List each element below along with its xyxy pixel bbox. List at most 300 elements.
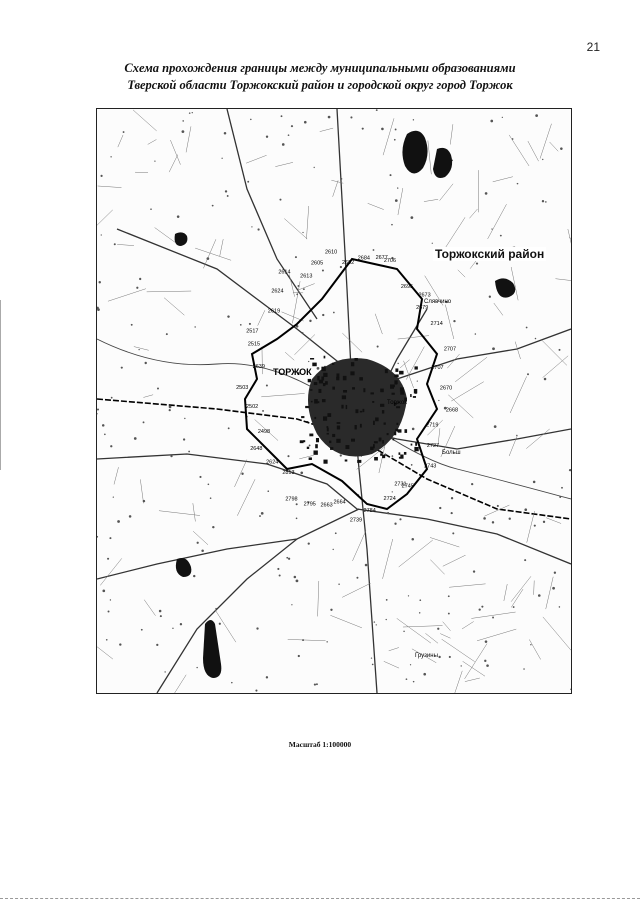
place-label: Торжок (387, 400, 407, 406)
place-label: Больш (442, 450, 461, 456)
boundary-point-label: 2727 (426, 443, 440, 449)
building (310, 389, 312, 391)
settlement-dot (241, 473, 243, 475)
settlement-dot (170, 455, 172, 457)
settlement-dot (279, 574, 281, 576)
settlement-dot (376, 109, 378, 111)
field-line (458, 270, 465, 277)
settlement-dot (250, 119, 252, 121)
settlement-dot (491, 228, 492, 229)
building (399, 371, 403, 375)
building (332, 387, 335, 390)
settlement-dot (123, 131, 125, 133)
boundary-point-label: 2502 (245, 404, 259, 411)
boundary-point-label: 2731 (394, 481, 407, 488)
boundary-point-label: 2679 (416, 305, 429, 312)
lake (495, 278, 515, 297)
settlement-dot (403, 631, 404, 632)
settlement-dot (110, 445, 112, 447)
building (414, 389, 417, 393)
settlement-dot (412, 428, 415, 431)
settlement-dot (545, 201, 547, 203)
settlement-dot (410, 216, 413, 219)
field-line (169, 155, 178, 173)
settlement-dot (259, 515, 261, 517)
road (227, 109, 317, 319)
boundary-point-label: 2684 (357, 255, 370, 262)
settlement-dot (475, 333, 477, 335)
settlement-dot (395, 129, 397, 131)
boundary-point-label: 2624 (271, 288, 284, 295)
settlement-dot (129, 515, 132, 518)
field-line (389, 648, 399, 651)
field-line (515, 342, 520, 359)
building (382, 410, 384, 413)
boundary-point-label: 2798 (285, 496, 298, 503)
settlement-dot (479, 608, 481, 610)
settlement-dot (451, 512, 453, 514)
settlement-dot (350, 116, 352, 118)
settlement-dot (107, 558, 109, 560)
settlement-dot (212, 526, 214, 528)
settlement-dot (282, 143, 285, 146)
building (360, 411, 362, 413)
settlement-dot (538, 594, 541, 597)
settlement-dot (309, 445, 311, 447)
district-label: Торжокский район (435, 247, 545, 261)
field-line (543, 356, 568, 378)
building (319, 380, 323, 384)
boundary-point-label: 2719 (426, 422, 439, 429)
settlement-dot (533, 481, 536, 484)
boundary-point-label: 2673 (418, 292, 431, 299)
settlement-dot (570, 689, 571, 691)
settlement-dot (114, 243, 116, 245)
settlement-dot (397, 187, 398, 188)
settlement-dot (219, 623, 221, 625)
settlement-dot (362, 128, 364, 130)
boundary-point-label: 2745 (401, 483, 414, 490)
field-line (134, 347, 149, 351)
settlement-dot (394, 523, 396, 525)
settlement-dot (543, 521, 545, 523)
field-line (509, 135, 529, 166)
settlement-dot (451, 497, 453, 499)
boundary-point-label: 2714 (430, 320, 443, 327)
settlement-dot (453, 320, 455, 322)
settlement-dot (569, 469, 571, 471)
settlement-dot (207, 257, 210, 260)
building (395, 381, 397, 384)
settlement-dot (295, 256, 297, 258)
building (350, 371, 354, 375)
settlement-dot (298, 285, 300, 287)
building (394, 374, 398, 377)
field-line (534, 581, 535, 595)
field-line (449, 584, 485, 587)
settlement-dot (486, 664, 489, 667)
boundary-point-label: 2739 (349, 517, 363, 524)
settlement-dot (255, 690, 257, 692)
building (343, 390, 347, 393)
settlement-dot (308, 361, 309, 362)
boundary-point-label: 2503 (236, 385, 249, 392)
settlement-dot (296, 518, 298, 520)
field-line (450, 124, 453, 144)
field-line (568, 229, 571, 261)
settlement-dot (394, 139, 396, 141)
building (352, 387, 355, 389)
settlement-dot (328, 116, 331, 119)
settlement-dot (189, 112, 191, 114)
settlement-dot (517, 183, 519, 185)
building (324, 356, 326, 359)
field-line (542, 341, 567, 366)
page-bottom-rule (0, 898, 640, 899)
building (301, 416, 304, 418)
field-line (484, 505, 509, 516)
field-line (526, 429, 549, 449)
field-line (285, 352, 294, 360)
building (410, 394, 412, 397)
settlement-dot (131, 324, 133, 326)
settlement-dot (448, 613, 450, 615)
building (351, 439, 355, 442)
settlement-dot (182, 130, 185, 133)
settlement-dot (172, 628, 173, 629)
settlement-dot (302, 332, 304, 334)
settlement-dot (335, 532, 337, 534)
settlement-dot (169, 409, 171, 411)
settlement-dot (490, 120, 493, 123)
lake (176, 558, 191, 577)
settlement-dot (333, 549, 334, 550)
field-line (463, 661, 485, 676)
settlement-dot (408, 595, 409, 596)
settlement-dot (291, 125, 293, 127)
settlement-dot (413, 119, 414, 120)
field-line (442, 639, 475, 662)
settlement-dot (494, 425, 497, 428)
settlement-dot (121, 367, 123, 369)
building (397, 430, 401, 432)
title-line-1: Схема прохождения границы между муниципальными образованиями (124, 61, 516, 75)
building (355, 358, 358, 361)
field-line (443, 555, 466, 566)
settlement-dot (481, 606, 483, 608)
building (327, 428, 329, 432)
building (313, 450, 317, 454)
field-line (333, 180, 338, 196)
building (314, 417, 316, 419)
field-line (540, 124, 551, 159)
building (325, 381, 328, 385)
building (390, 384, 394, 388)
settlement-dot (196, 667, 197, 668)
boundary-point-label: 2695 (400, 284, 414, 291)
settlement-dot (249, 323, 251, 325)
boundary-point-label: 2670 (439, 385, 453, 392)
boundary-point-label: 2724 (383, 495, 396, 502)
field-line (148, 139, 157, 144)
settlement-dot (287, 455, 289, 457)
field-line (215, 610, 236, 642)
settlement-dot (559, 496, 561, 498)
settlement-dot (240, 324, 242, 326)
settlement-dot (516, 435, 517, 436)
settlement-dot (423, 673, 426, 676)
boundary-point-label: 2624 (266, 459, 279, 466)
building (327, 413, 331, 417)
settlement-dot (410, 664, 411, 665)
settlement-dot (391, 224, 393, 226)
building (309, 434, 313, 437)
building (357, 460, 361, 463)
field-line (451, 671, 462, 693)
settlement-dot (502, 117, 503, 118)
settlement-dot (134, 437, 137, 440)
settlement-dot (399, 518, 401, 520)
building (415, 442, 417, 445)
settlement-dot (411, 538, 414, 541)
building (351, 362, 354, 366)
building (329, 441, 331, 443)
settlement-dot (296, 580, 299, 583)
boundary-point-label: 2605 (310, 260, 324, 267)
settlement-dot (111, 397, 113, 399)
field-line (440, 184, 453, 201)
field-line (114, 467, 119, 484)
boundary-point-label: 2692 (342, 260, 355, 266)
settlement-dot (552, 587, 555, 590)
field-line (117, 244, 134, 245)
settlement-dot (231, 682, 233, 684)
settlement-dot (554, 572, 556, 574)
settlement-dot (559, 349, 561, 351)
building (309, 457, 312, 460)
field-line (477, 629, 516, 641)
settlement-dot (194, 326, 195, 327)
settlement-dot (524, 508, 527, 511)
settlement-dot (296, 503, 298, 505)
building (384, 422, 386, 424)
building (310, 358, 314, 360)
field-line (504, 584, 507, 601)
settlement-dot (326, 641, 327, 642)
field-line (342, 333, 362, 352)
settlement-dot (544, 378, 547, 381)
road (97, 509, 359, 579)
settlement-dot (535, 338, 537, 340)
settlement-dot (261, 512, 264, 515)
title-line-2: Тверской области Торжокский район и городской округ город Торжок (127, 78, 513, 92)
building (323, 460, 327, 464)
settlement-dot (473, 570, 475, 572)
settlement-dot (192, 112, 193, 113)
lake (175, 232, 188, 246)
field-line (451, 382, 484, 401)
settlement-dot (492, 521, 494, 523)
boundary-point-label: 2648 (250, 446, 263, 452)
settlement-dot (317, 367, 320, 370)
settlement-dot (199, 476, 201, 478)
field-line (368, 203, 384, 209)
settlement-dot (164, 671, 165, 672)
settlement-dot (228, 427, 230, 429)
building (395, 368, 398, 371)
field-line (118, 135, 123, 147)
city-built-up-area (308, 358, 407, 456)
settlement-dot (160, 615, 162, 617)
field-line (509, 435, 517, 456)
page-number: 21 (586, 40, 600, 54)
building (392, 393, 395, 395)
settlement-dot (559, 606, 561, 608)
building (322, 399, 326, 402)
settlement-dot (392, 455, 394, 457)
field-line (246, 155, 267, 163)
building (346, 405, 348, 409)
field-line (234, 460, 246, 487)
lake (203, 620, 221, 678)
settlement-dot (210, 497, 212, 499)
settlement-dot (314, 167, 315, 168)
field-line (195, 248, 231, 260)
settlement-dot (309, 320, 311, 322)
field-line (261, 393, 304, 396)
field-line (288, 639, 326, 640)
settlement-dot (560, 147, 563, 150)
settlement-dot (316, 683, 318, 685)
settlement-dot (395, 199, 398, 202)
boundary-point-label: 2706 (383, 257, 397, 264)
settlement-dot (166, 333, 168, 335)
field-line (511, 576, 531, 601)
settlement-dot (256, 627, 258, 629)
building (315, 444, 318, 448)
field-line (375, 314, 382, 334)
field-line (465, 678, 480, 682)
building (374, 441, 378, 443)
settlement-dot (188, 451, 190, 453)
building (360, 424, 362, 428)
field-line (445, 305, 454, 339)
settlement-dot (448, 595, 450, 597)
settlement-dot (308, 542, 310, 544)
boundary-map (96, 108, 572, 694)
building (306, 421, 308, 423)
field-line (445, 395, 473, 418)
field-line (294, 334, 314, 354)
field-line (108, 289, 146, 302)
field-line (384, 661, 399, 668)
boundary-point-label: 2614 (278, 269, 291, 276)
settlement-dot (212, 205, 214, 207)
settlement-dot (110, 156, 111, 157)
field-line (289, 275, 294, 297)
settlement-dot (509, 518, 511, 520)
field-line (220, 239, 223, 256)
settlement-dot (101, 234, 102, 235)
building (311, 401, 313, 403)
building (305, 406, 309, 408)
field-line (428, 140, 431, 174)
settlement-dot (104, 434, 106, 436)
building (414, 366, 417, 369)
settlement-dot (225, 190, 227, 192)
field-line (546, 577, 553, 609)
field-line (330, 615, 362, 628)
building (323, 383, 326, 386)
field-line (529, 639, 540, 659)
field-line (430, 537, 459, 547)
settlement-dot (314, 684, 316, 686)
settlement-dot (437, 628, 439, 630)
settlement-dot (439, 507, 441, 509)
building (380, 389, 384, 393)
settlement-dot (97, 413, 98, 414)
settlement-dot (338, 584, 339, 585)
settlement-dot (500, 235, 502, 237)
building (400, 455, 403, 459)
settlement-dot (365, 564, 368, 567)
settlement-dot (512, 138, 514, 140)
settlement-dot (417, 380, 418, 381)
settlement-dot (534, 525, 536, 527)
boundary-point-label: 2664 (333, 499, 346, 506)
settlement-dot (182, 120, 184, 122)
field-line (140, 479, 143, 503)
settlement-dot (227, 315, 229, 317)
settlement-dot (288, 558, 290, 560)
building (327, 433, 329, 435)
field-line (98, 186, 122, 188)
building (399, 452, 401, 454)
building (332, 363, 334, 365)
settlement-dot (492, 347, 495, 350)
field-line (237, 479, 255, 516)
settlement-dot (138, 349, 139, 350)
field-line (511, 589, 523, 607)
settlement-dot (267, 490, 269, 492)
boundary-point-label: 2498 (257, 428, 271, 435)
settlement-dot (136, 287, 138, 289)
settlement-dot (143, 421, 145, 423)
building (330, 447, 333, 450)
boundary-point-label: 2795 (303, 501, 316, 508)
settlement-dot (530, 644, 531, 645)
settlement-dot (419, 612, 420, 613)
settlement-dot (390, 174, 392, 176)
field-line (275, 162, 293, 166)
settlement-dot (476, 263, 478, 265)
building (312, 363, 316, 367)
settlement-dot (150, 208, 152, 210)
field-line (399, 540, 433, 567)
building (337, 426, 340, 430)
building (375, 417, 378, 421)
settlement-dot (298, 655, 300, 657)
building (345, 445, 349, 449)
settlement-dot (266, 136, 268, 138)
field-line (440, 634, 450, 639)
settlement-dot (386, 599, 388, 601)
field-line (164, 298, 184, 316)
building (323, 373, 327, 377)
settlement-dot (397, 363, 398, 364)
settlement-dot (197, 542, 199, 544)
building (321, 367, 325, 371)
